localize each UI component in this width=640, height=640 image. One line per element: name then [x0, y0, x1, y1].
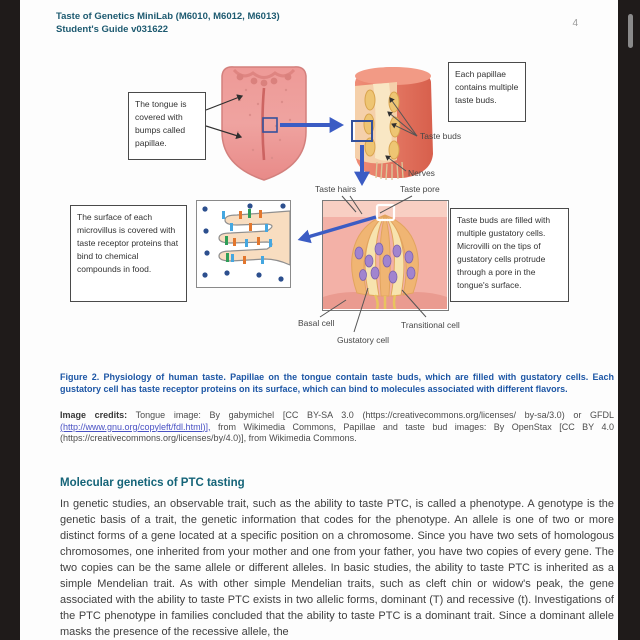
callout-tongue-text: The tongue is covered with bumps called papillae.	[135, 99, 187, 148]
taste-bud-illustration	[322, 200, 449, 311]
callout-microvillus	[70, 205, 187, 302]
callout-taste-buds	[450, 208, 569, 302]
callout-tongue	[128, 92, 206, 160]
doc-subtitle: Student's Guide v031622	[56, 23, 169, 35]
figure-2-diagram	[20, 0, 618, 370]
tongue-illustration	[198, 60, 330, 198]
label-taste-pore: Taste pore	[400, 184, 440, 194]
label-taste-hairs: Taste hairs	[315, 184, 357, 194]
label-transitional-cell: Transitional cell	[401, 320, 460, 330]
callout-papillae	[448, 62, 526, 122]
callout-taste-buds-text: Taste buds are filled with multiple gustatory cells. Microvilli on the tips of gustatory cells protrude through a pore in the tongue's surface.	[457, 215, 551, 290]
label-gustatory-cell: Gustatory cell	[337, 335, 389, 345]
document-page	[20, 0, 618, 640]
gnu-license-link[interactable]: (http://www.gnu.org/copyleft/fdl.html)],	[60, 421, 211, 432]
page-number: 4	[572, 18, 578, 29]
image-credits-text-2: from Wikimedia Commons, Papillae and taste bud images: By OpenStax [CC BY 4.0 (https://creativecommons.org/licenses/by/4.0)], from Wikimedia Commons.	[60, 421, 614, 443]
image-credits-label: Image credits:	[60, 410, 128, 420]
image-credits-text-1: Tongue image: By gabymichel [CC BY-SA 3.0 (https://creativecommons.org/licenses/ by-sa/3.0) or GFDL	[127, 410, 614, 420]
label-taste-buds: Taste buds	[420, 131, 462, 141]
doc-title: Taste of Genetics MiniLab (M6010, M6012, M6013)	[56, 11, 280, 22]
callout-microvillus-text: The surface of each microvillus is covered with taste receptor proteins that bind to chemical compounds in food.	[77, 212, 179, 274]
body-paragraph: In genetic studies, an observable trait, such as the ability to taste PTC, is called a phenotype. A genotype is the genetic basis of a trait, the genetic information that codes for the phenotype. An allele is one of two or more distinct forms of a gene located at a specific position on a chromosome. Since you have two sets of homologous chromosomes, one inherited from your mother and one from your father, you have two copies of every gene. The two copies can be the same allele or different alleles. In basic studies, the ability to taste PTC is inherited as a simple Mendelian trait. As with other simple Mendelian traits, such as cleft chin or widow's peak, the gene associated with the ability to taste PTC exists in two allelic forms, dominant (T) and recessive (t). Investigations of the PTC phenotype in families concluded that the ability to taste PTC is a dominant trait. Since a dominant allele masks the presence of the recessive allele, the	[60, 498, 614, 638]
scrollbar-thumb[interactable]	[628, 14, 633, 48]
label-basal-cell: Basal cell	[298, 318, 335, 328]
image-credits	[60, 410, 614, 445]
section-heading: Molecular genetics of PTC tasting	[60, 477, 245, 489]
label-nerves: Nerves	[408, 168, 435, 178]
callout-papillae-text: Each papillae contains multiple taste buds.	[455, 69, 519, 105]
figure-caption: Figure 2. Physiology of human taste. Papillae on the tongue contain taste buds, which are filled with gustatory cells. Each gustatory cell has taste receptor proteins on its surface, which can bind to molecules associated with different flavors.	[60, 372, 614, 394]
microvillus-illustration	[196, 200, 291, 288]
